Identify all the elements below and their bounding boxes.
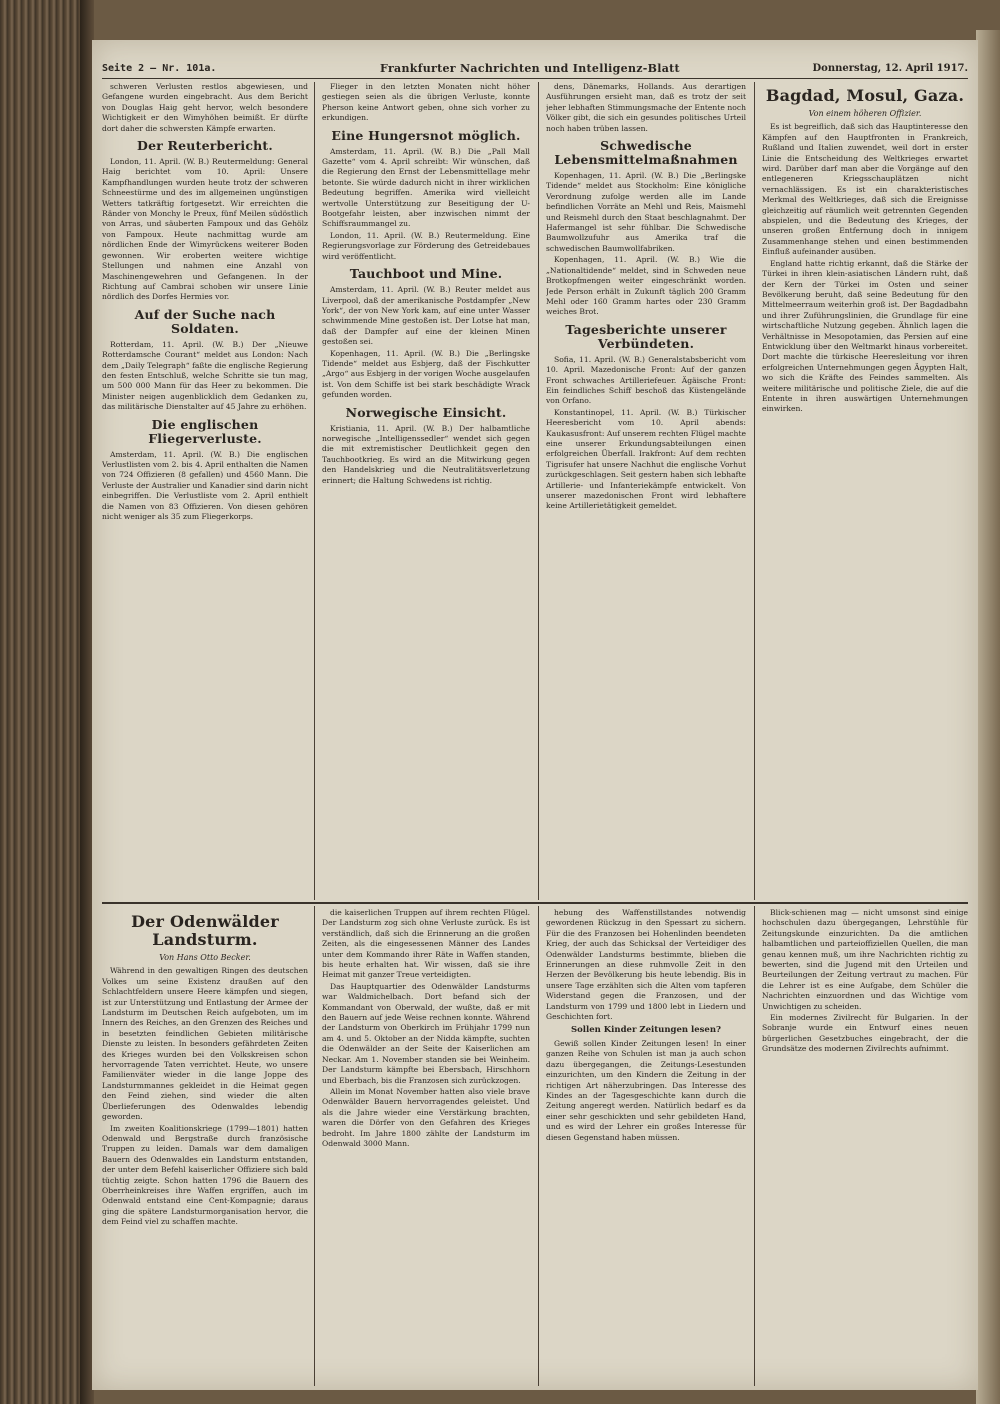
article-text: Amsterdam, 11. April. (W. B.) Die „Pall Mall Gazette“ vom 4. April schreibt: Wir wünschen, daß die Regierung den Ernst der Lebensmittellage mehr betonte. Sie würde dadurch nicht in ihrer wirklichen Bedeutung begriffen. Amerika wird vielleicht wertvolle Unterstützung zur Beseitigung der U-Bootgefahr leisten, aber inzwischen nimmt der Schiffsraummangel zu. [322, 146, 530, 229]
headline-soldaten: Auf der Suche nach Soldaten. [134, 306, 276, 336]
headline-bagdad: Bagdad, Mosul, Gaza. [765, 86, 965, 105]
page-header [102, 58, 968, 79]
column-rule [314, 82, 315, 900]
article-text: Amsterdam, 11. April. (W. B.) Die englischen Verlustlisten vom 2. bis 4. April enthalten die Namen von 724 Offizieren (8 gefallen) und 4560 Mann. Die Verluste der Australier und Kanadier sind darin nicht einbegriffen. Die Verlustliste vom 2. April enthielt die Namen von 83 Offizieren. Von diesen gehören nicht weniger als 35 zum Fliegerkorps. [102, 449, 308, 521]
headline-fliegerverluste: Die englischen Fliegerverluste. [148, 416, 262, 446]
article-text: Kopenhagen, 11. April. (W. B.) Die „Berlingske Tidende“ meldet aus Stockholm: Eine königliche Verordnung zufolge werden alle im Lande befindlichen Vorräte an Mehl und Reis, Maismehl und Reismehl durch den Staat beschlagnahmt. Der Hafermangel ist sehr fühlbar. Die Schwedische Baumwollzufuhr aus Amerika traf die schwedischen Baumwollfabriken. [546, 171, 746, 253]
column-rule [538, 82, 539, 900]
article-text: Amsterdam, 11. April. (W. B.) Reuter meldet aus Liverpool, daß der amerikanische Postdampfer „New York“, der von New York kam, auf eine unter Wasser schwimmende Mine gestoßen ist. Der Lotse hat man, daß der Dampfer auf eine der kleinen Minen gestoßen sei. [322, 285, 530, 347]
article-text: Rotterdam, 11. April. (W. B.) Der „Nieuwe Rotterdamsche Courant“ meldet aus London: Nach dem „Daily Telegraph“ faßte die englische Regierung den festen Entschluß, welche Schritte sie tun mag, um 500 000 Mann für das Heer zu bekommen. Die Minister neigen augenblicklich dem Gedanken zu, das militärische Dienstalter auf 45 Jahre zu erhöhen. [102, 339, 308, 412]
article-text: Blick-schienen mag — nicht umsonst sind einige hochschulen dazu übergegangen, Lehrstühle für Zeitungskunde einzurichten. Da die amtlichen halbamtlichen und parteioffiziellen Quellen, die man genau kennen muß, um ihre Nachrichten richtig zu bewerten, sind die Jugend mit den Urteilen und Beurteilungen der Zeitung vertraut zu machen. Für die Lehrer ist es eine Aufgabe, dem Schüler die Nachrichten einzuordnen und das Wichtige vom Unwichtigen zu scheiden. [762, 908, 968, 1011]
page-edge [976, 30, 1000, 1404]
headline-reuterbericht: Der Reuterbericht. [137, 138, 273, 154]
headline-kinder-zeitungen: Sollen Kinder Zeitungen lesen? [570, 1025, 721, 1036]
lower-column-2 [322, 908, 530, 1384]
article-text: Kristiania, 11. April. (W. B.) Der halbamtliche norwegische „Intelligenssedler“ wendet sich gegen die mit extremistischer Deutlichkeit gegen den Tauchbootkrieg. Es wird an die Mitwirkung gegen den Handelskrieg und die Neutralitätsverletzung erinnert; die Haltung Schwedens ist richtig. [322, 423, 530, 485]
headline-tauchboot: Tauchboot und Mine. [349, 266, 503, 282]
headline-tagesberichte: Tagesberichte unserer Verbündeten. [565, 321, 727, 351]
article-text: England hatte richtig erkannt, daß die Stärke der Türkei in ihren klein-asiatischen Ländern ruht, daß der Kern der Türkei im Osten und seiner Bevölkerung beruht, daß seine Bedeutung für den Mittelmeerraum weiterhin groß ist. Der Bagdadbahn und ihrer Zuführungslinien, die Grundlage für eine wirtschaftliche Nutzung gegeben. Ähnlich lagen die Verhältnisse in Mesopotamien, das Persien auf eine Entwicklung über den Weltmarkt hinaus vorbereitet. Dort machte die türkische Heeresleitung vor ihren erfolgreichen Unternehmungen gegen Ägypten Halt, wo sich die Kräfte des Feindes sammelten. Als weitere militärische und politische Ziele, die auf die Entente in ihren auswärtigen Unternehmungen einwirken. [762, 258, 968, 414]
article-text: dens, Dänemarks, Hollands. Aus derartigen Ausführungen ersieht man, daß es trotz der seit jeher lebhaften Stimmungsmache der Entente noch Völker gibt, die sich ein gesundes politisches Urteil noch haben trüben lassen. [546, 82, 746, 133]
article-text: Sofia, 11. April. (W. B.) Generalstabsbericht vom 10. April. Mazedonische Front: Auf der ganzen Front schwaches Artilleriefeuer. Ägäische Front: Ein feindliches Schiff beschoß das Küstengelände von Orfano. [546, 354, 746, 406]
issue-date: Donnerstag, 12. April 1917. [812, 62, 968, 74]
article-text: schweren Verlusten restlos abgewiesen, und Gefangene wurden eingebracht. Aus dem Bericht von Douglas Haig geht hervor, welch besondere Wichtigkeit er den Wimyhöhen beimißt. Er dürfte dort daher die schwersten Kämpfe erwarten. [102, 82, 308, 133]
page-number: Seite 2 — Nr. 101a. [102, 62, 217, 74]
byline: Von Hans Otto Becker. [159, 953, 251, 962]
column-1 [102, 82, 308, 898]
column-rule [314, 906, 315, 1386]
article-text: die kaiserlichen Truppen auf ihrem rechten Flügel. Der Landsturm zog sich ohne Verluste zurück. Es ist verständlich, daß sich die Erinnerung an die großen Zeiten, als die eingesessenen Männer des Landes unter dem Kommando ihrer Räte in Waffen standen, bis heute erhalten hat. Wir wissen, daß sie ihre Heimat mit ganzer Treue verteidigten. [322, 908, 530, 980]
column-rule [538, 906, 539, 1386]
section-divider [102, 902, 968, 904]
headline-odenwaelder: Der Odenwälder Landsturm. [131, 912, 279, 949]
article-text: Das Hauptquartier des Odenwälder Landsturms war Waldmichelbach. Dort befand sich der Kommandant von Oberwald, der wußte, daß er mit den Bauern auf jede Weise rechnen konnte. Während der Landsturm von Oberkirch im Frühjahr 1799 nun am 4. und 5. Oktober an der Nidda kämpfte, suchten die Odenwälder an der Seite der Kaiserlichen am Neckar. Am 1. November standen sie bei Weinheim. Der Landsturm kämpfte bei Ebersbach, Hirschhorn und Eberbach, bis die Franzosen sich zurückzogen. [322, 981, 530, 1085]
book-binding [0, 0, 88, 1404]
column-2 [322, 82, 530, 898]
column-rule [754, 906, 755, 1386]
article-text: Flieger in den letzten Monaten nicht höher gestiegen seien als die übrigen Verluste, konnte Pherson keine Antwort geben, ohne sich vorher zu erkundigen. [322, 82, 530, 123]
headline-hungersnot: Eine Hungersnot möglich. [331, 127, 521, 143]
article-text: Während in den gewaltigen Ringen des deutschen Volkes um seine Existenz draußen auf den Schlachtfeldern unsere Heere kämpfen und siegen, ist zur Unterstützung und Entlastung der Armee der Landsturm im Deutschen Reich aufgeboten, um im Innern des Reiches, an den Grenzen des Reiches und in besetzten feindlichen Gebieten militärische Dienste zu leisten. In besonders gefährdeten Zeiten des Krieges wurden bei den Volkskreisen schon hervorragende Taten verrichtet. Heute, wo unsere Familienväter wieder in die lange Joppe des Landsturmmannes gekleidet in die Heimat gegen den Feind ziehen, sind wieder die alten Überlieferungen des Odenwaldes lebendig geworden. [102, 966, 308, 1122]
lower-column-3 [546, 908, 746, 1384]
article-text: Allein im Monat November hatten also viele brave Odenwälder Bauern hervorragendes geleistet. Und als die Jahre wieder eine Verstärkung brachten, waren die Dörfer von den Gefahren des Krieges bedroht. Im Jahre 1800 zählte der Landsturm im Odenwald 3000 Mann. [322, 1086, 530, 1148]
column-rule [754, 82, 755, 900]
headline-norwegische: Norwegische Einsicht. [345, 404, 507, 420]
article-text: Ein modernes Zivilrecht für Bulgarien. In der Sobranje wurde ein Entwurf eines neuen bürgerlichen Gesetzbuches eingebracht, der die Grundsätze des modernen Zivilrechts aufnimmt. [762, 1013, 968, 1054]
article-text: Es ist begreiflich, daß sich das Hauptinteresse den Kämpfen auf den Hauptfronten in Frankreich, Rußland und Italien zuwendet, weil dort in erster Linie die Entscheidung des Weltkrieges erwartet wird. Darüber darf man aber die Vorgänge auf den entlegeneren Kriegsschauplätzen nicht vernachlässigen. Es ist ein charakteristisches Merkmal des Weltkrieges, daß sich die Ereignisse gleichzeitig auf räumlich weit getrennten Gegenden abspielen, und die Bedeutung des Krieges, der unseren großen Entfernung doch in innigem Zusammenhange stehen und einen bestimmenden Einfluß aufeinander ausüben. [762, 122, 968, 257]
article-text: Kopenhagen, 11. April. (W. B.) Die „Berlingske Tidende“ meldet aus Esbjerg, daß der Fischkutter „Argo“ aus Esbjerg in der vorigen Woche ausgelaufen ist. Von dem Schiffe ist bei stark beschädigte Wrack gefunden worden. [322, 348, 530, 400]
article-text: Konstantinopel, 11. April. (W. B.) Türkischer Heeresbericht vom 10. April abends: Kaukasusfront: Auf unserem rechten Flügel machte eine unserer Erkundungsabteilungen einen erfolgreichen Überfall. Irakfront: Auf dem rechten Tigrisufer hat unsere Nachhut die englische Vorhut zurückgeschlagen. Seit gestern haben sich lebhafte Artillerie- und Infanteriekämpfe entwickelt. Von unserer mazedonischen Front wird lebhaftere keine Artillerietätigkeit gemeldet. [546, 407, 746, 511]
lower-column-4 [762, 908, 968, 1384]
newspaper-page [92, 40, 978, 1390]
masthead: Frankfurter Nachrichten und Intelligenz-Blatt [380, 61, 680, 75]
article-text: hebung des Waffenstillstandes notwendig gewordenen Rückzug in den Spessart zu sichern. Für die des Franzosen bei Hohenlinden beendeten Krieg, der auch das Schicksal der Verteidiger des Odenwälder Landsturms bestimmte, blieben die Erinnerungen an diese ruhmvolle Zeit in den Herzen der Bevölkerung bis heute lebendig. Bis in unsere Tage erzählten sich die Alten vom tapferen Widerstand gegen die Franzosen, und der Landsturm von 1799 und 1800 lebt in Liedern und Geschichten fort. [546, 908, 746, 1022]
article-text: London, 11. April. (W. B.) Reutermeldung. Eine Regierungsvorlage zur Förderung des Getreidebaues wird veröffentlicht. [322, 230, 530, 261]
article-text: Kopenhagen, 11. April. (W. B.) Wie die „Nationaltidende“ meldet, sind in Schweden neue Brotkopfmengen weiter eingeschränkt worden. Jede Person erhält in Zukunft täglich 200 Gramm Mehl oder 160 Gramm hartes oder 230 Gramm weiches Brot. [546, 255, 746, 317]
column-3 [546, 82, 746, 898]
article-text: Gewiß sollen Kinder Zeitungen lesen! In einer ganzen Reihe von Schulen ist man ja auch schon dazu übergegangen, die Zeitungs-Lesestunden einzurichten, um den Kindern die Zeitung in der richtigen Art näherzubringen. Das Interesse des Kindes an der Tagesgeschichte kann durch die Zeitung angeregt werden. Natürlich bedarf es da einer sehr geschickten und sehr gebildeten Hand, und es wird der Lehrer ein großes Interesse für diesen Gegenstand haben müssen. [546, 1038, 746, 1142]
article-text: Im zweiten Koalitionskriege (1799—1801) hatten Odenwald und Bergstraße durch französische Truppen zu leiden. Damals war dem damaligen Bauern des Odenwaldes ein Landsturm entstanden, der unter dem Befehl kaiserlicher Offiziere sich bald tüchtig zeigte. Schon hatten 1796 die Bauern des Oberrheinkreises ihre Waffen ergriffen, auch im Odenwald entstand eine Cent-Kompagnie; daraus ging die spätere Landsturmorganisation hervor, die dem Feind viel zu schaffen machte. [102, 1123, 308, 1227]
headline-schwedische: Schwedische Lebensmittelmaßnahmen [554, 138, 738, 168]
column-4 [762, 82, 968, 898]
byline: Von einem höheren Offizier. [808, 109, 922, 118]
lower-column-1 [102, 908, 308, 1384]
article-text: London, 11. April. (W. B.) Reutermeldung: General Haig berichtet vom 10. April: Unsere Kampfhandlungen wurden heute trotz der schweren Schneestürme und des im allgemeinen ungünstigen Wetters tatkräftig fortgesetzt. Wir erreichten die Ränder von Monchy le Preux, fünf Meilen südöstlich von Arras, und säuberten Fampoux und das Gehölz von Fampoux. Heute nachmittag wurde am nördlichen Ende der Wimyrückens weiterer Boden gewonnen. Wir eroberten weitere wichtige Stellungen und nahmen eine Anzahl von Maschinengewehren und Gefangenen. In der Richtung auf Cambrai schoben wir unsere Linie nördlich des Dorfes Hermies vor. [102, 157, 308, 302]
